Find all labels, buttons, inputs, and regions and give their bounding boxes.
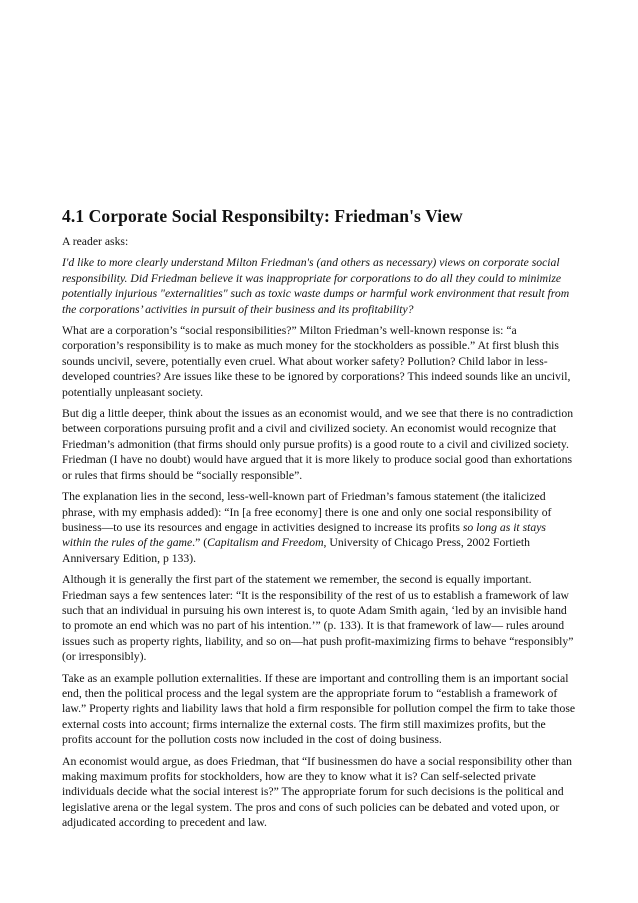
book-title: Capitalism and Freedom (207, 536, 324, 550)
paragraph-3-text-a: The explanation lies in the second, less-well-known part of Friedman’s famous statement (the italicized phrase, with my emphasis added): “In [a free economy] there is one and only one social responsibility of business—to use its resources and engage in activities designed to increase its profits (62, 490, 552, 534)
paragraph-5: Take as an example pollution externalities. If these are important and controlling them is an important social end, then the political process and the legal system are the appropriate forum to “establish a framework of law.” Property rights and liability laws that hold a firm responsible for pollution compel the firm to take those external costs into account; firms internalize the external costs. The firm still maximizes profits, but the profits account for the pollution costs now included in the cost of doing business. (62, 671, 576, 747)
paragraph-4: Although it is generally the first part of the statement we remember, the second is equally important. Friedman says a few sentences later: “It is the responsibility of the rest of us to establish a framework of law such that an individual in pursuing his own interest is, to quote Adam Smith again, ‘led by an invisible hand to promote an end which was no part of his intention.’” (p. 133). It is that framework of law— rules around issues such as property rights, liability, and so on—hat push profit-maximizing firms to behave “responsibly” (or irresponsibly). (62, 573, 574, 664)
paragraph-3-text-e: , University of Chicago Press, 2002 Fortieth Anniversary Edition, p 133). (62, 536, 531, 565)
intro-paragraph: A reader asks: (62, 235, 129, 248)
article-body (62, 205, 578, 837)
paragraph-3-text-c: .” ( (192, 536, 208, 550)
paragraph-1: What are a corporation’s “social responsibilities?” Milton Friedman’s well-known response is: “a corporation’s responsibility is to make as much money for the stockholders as possible.” At first blush this sounds uncivil, severe, potentially even cruel. What about worker safety? Pollution? Child labor in less-developed countries? Are issues like these to be ignored by corporations? This indeed sounds like an uncivil, potentially unpleasant society. (62, 324, 571, 399)
reader-question: I'd like to more clearly understand Milton Friedman's (and others as necessary) views on corporate social responsibility. Did Friedman believe it was inappropriate for corporations to do all they could to minimize potentially injurious "externalities" such as toxic waste dumps or harmful work environment that result from the corporations’ activities in pursuit of their business and its profitability? (62, 256, 570, 316)
paragraph-2: But dig a little deeper, think about the issues as an economist would, and we see that there is no contradiction between corporations pursuing profit and a civil and civilized society. An economist would recognize that Friedman’s admonition (that firms should only pursue profits) is a good route to a civil and civilized society. Friedman (I have no doubt) would have argued that it is more likely to produce social good than exhortations or rules that firms should be “socially responsible”. (62, 407, 574, 482)
paragraph-6: An economist would argue, as does Friedman, that “If businessmen do have a social responsibility other than making maximum profits for stockholders, how are they to know what it is? Can self-selected private individuals decide what the social interest is?” The appropriate forum for such decisions is the political and legislative arena or the legal system. The pros and cons of such policies can be debated and voted upon, or adjudicated according to precedent and law. (62, 754, 573, 830)
section-heading: 4.1 Corporate Social Responsibilty: Friedman's View (62, 206, 463, 226)
paragraph-3 (62, 489, 578, 566)
paragraph-3-italic-phrase: so long as it stays within the rules of the game (62, 520, 546, 550)
